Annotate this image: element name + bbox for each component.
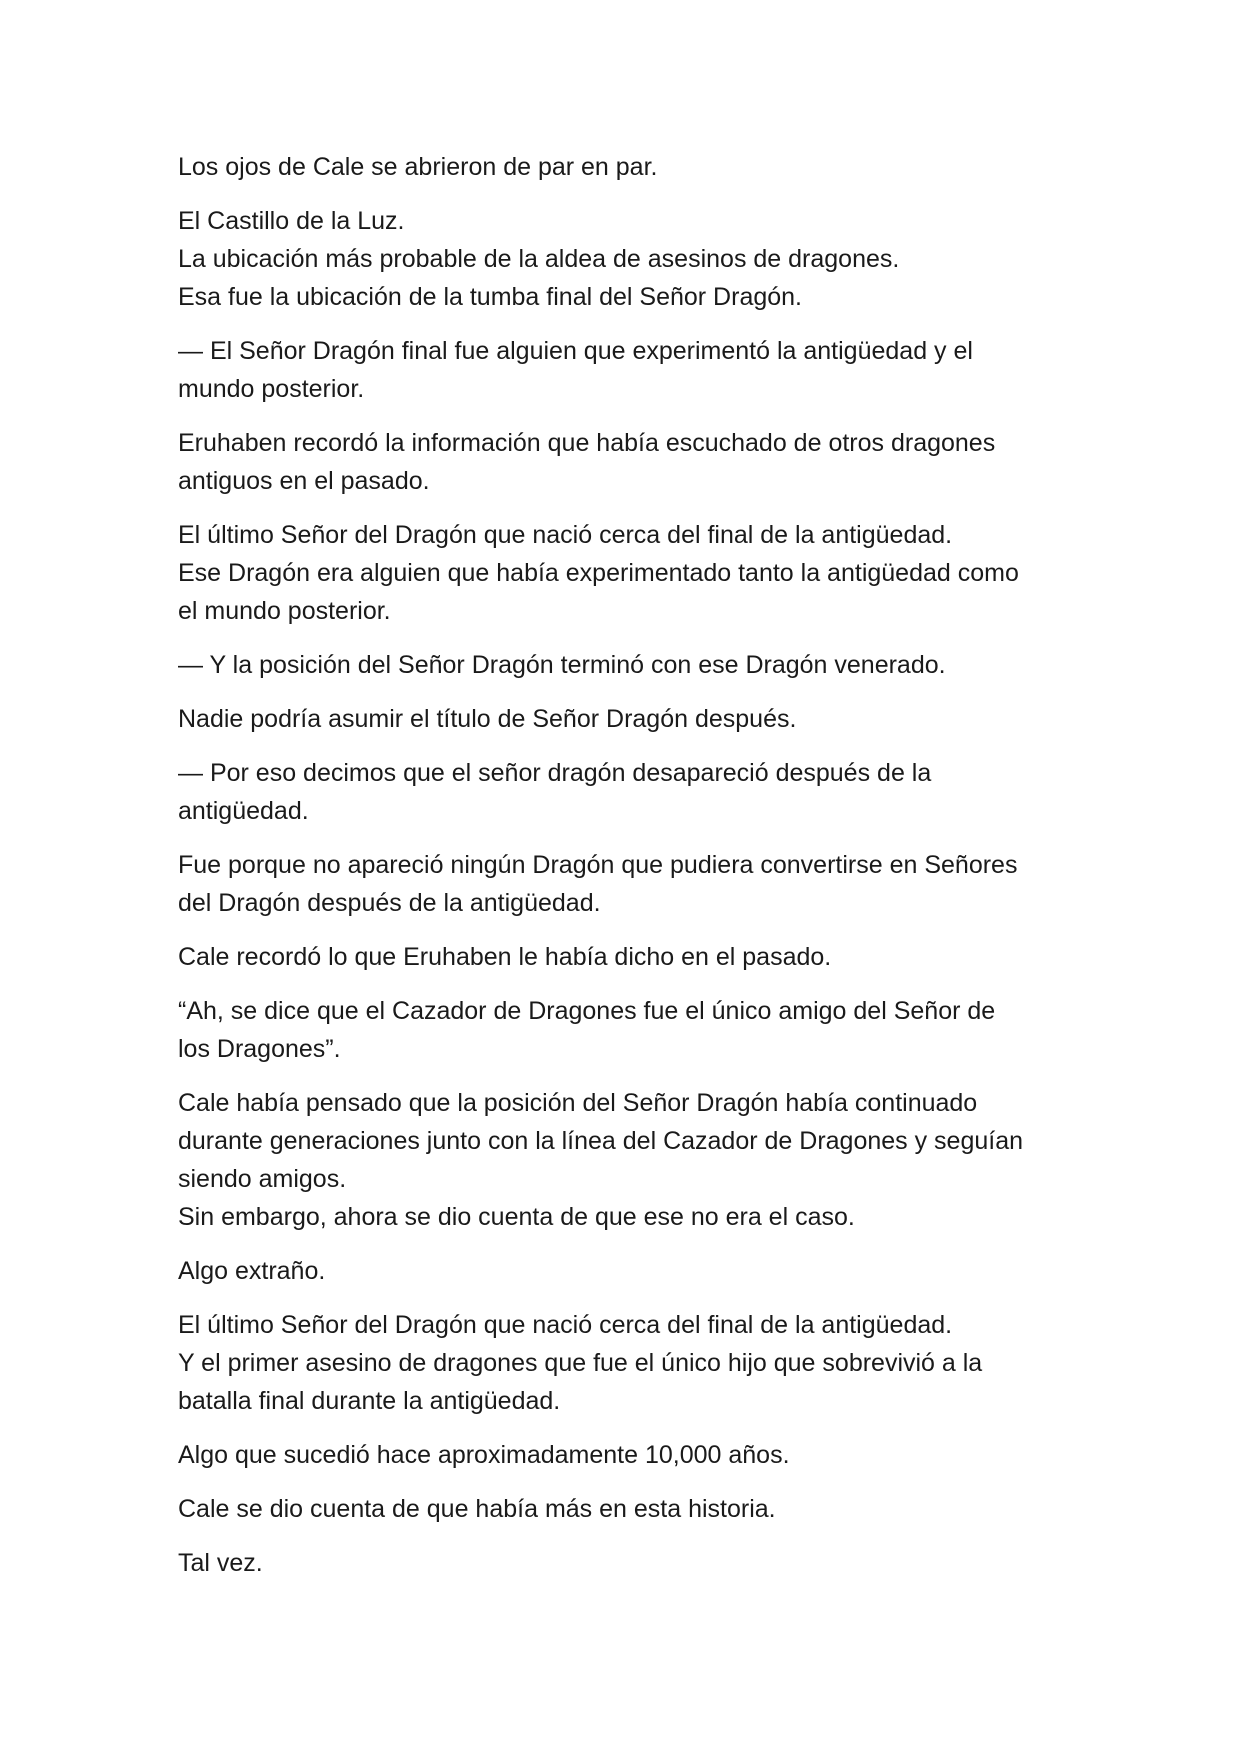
text-line: Sin embargo, ahora se dio cuenta de que ese no era el caso. (178, 1203, 855, 1231)
paragraph (178, 646, 1078, 684)
text-line: Ese Dragón era alguien que había experimentado tanto la antigüedad como (178, 559, 1019, 587)
paragraph (178, 202, 1078, 316)
text-line: mundo posterior. (178, 375, 365, 403)
text-line: “Ah, se dice que el Cazador de Dragones fue el único amigo del Señor de (178, 997, 996, 1025)
paragraph (178, 1306, 1078, 1420)
text-line: — El Señor Dragón final fue alguien que experimentó la antigüedad y el (178, 337, 973, 365)
text-line: El último Señor del Dragón que nació cerca del final de la antigüedad. (178, 521, 953, 549)
paragraph (178, 1436, 1078, 1474)
text-line: antiguos en el pasado. (178, 467, 430, 495)
text-line: durante generaciones junto con la línea del Cazador de Dragones y seguían (178, 1127, 1024, 1155)
text-line: los Dragones”. (178, 1035, 341, 1063)
text-line: del Dragón después de la antigüedad. (178, 889, 601, 917)
text-line: batalla final durante la antigüedad. (178, 1387, 561, 1415)
paragraph (178, 424, 1078, 500)
text-line: el mundo posterior. (178, 597, 391, 625)
text-line: Eruhaben recordó la información que había escuchado de otros dragones (178, 429, 996, 457)
text-line: antigüedad. (178, 797, 309, 825)
text-line: El último Señor del Dragón que nació cerca del final de la antigüedad. (178, 1311, 953, 1339)
paragraph (178, 938, 1078, 976)
text-line: Los ojos de Cale se abrieron de par en par. (178, 153, 658, 181)
text-line: Tal vez. (178, 1549, 263, 1577)
paragraph (178, 516, 1078, 630)
paragraph (178, 1490, 1078, 1528)
text-line: Y el primer asesino de dragones que fue el único hijo que sobrevivió a la (178, 1349, 983, 1377)
text-line: Algo extraño. (178, 1257, 326, 1285)
text-line: Nadie podría asumir el título de Señor Dragón después. (178, 705, 797, 733)
text-line: Cale se dio cuenta de que había más en esta historia. (178, 1495, 776, 1523)
paragraph (178, 992, 1078, 1068)
paragraph (178, 148, 1078, 186)
paragraph (178, 1084, 1078, 1236)
text-line: El Castillo de la Luz. (178, 207, 405, 235)
paragraph (178, 1252, 1078, 1290)
paragraph (178, 754, 1078, 830)
text-line: Cale había pensado que la posición del Señor Dragón había continuado (178, 1089, 978, 1117)
paragraph (178, 332, 1078, 408)
text-line: Fue porque no apareció ningún Dragón que pudiera convertirse en Señores (178, 851, 1018, 879)
text-line: La ubicación más probable de la aldea de asesinos de dragones. (178, 245, 900, 273)
paragraph (178, 1544, 1078, 1582)
document-text-body (178, 148, 1078, 1598)
text-line: Algo que sucedió hace aproximadamente 10,000 años. (178, 1441, 790, 1469)
text-line: Esa fue la ubicación de la tumba final del Señor Dragón. (178, 283, 802, 311)
text-line: Cale recordó lo que Eruhaben le había dicho en el pasado. (178, 943, 832, 971)
text-line: siendo amigos. (178, 1165, 347, 1193)
text-line: — Por eso decimos que el señor dragón desapareció después de la (178, 759, 932, 787)
text-line: — Y la posición del Señor Dragón terminó con ese Dragón venerado. (178, 651, 946, 679)
paragraph (178, 700, 1078, 738)
paragraph (178, 846, 1078, 922)
